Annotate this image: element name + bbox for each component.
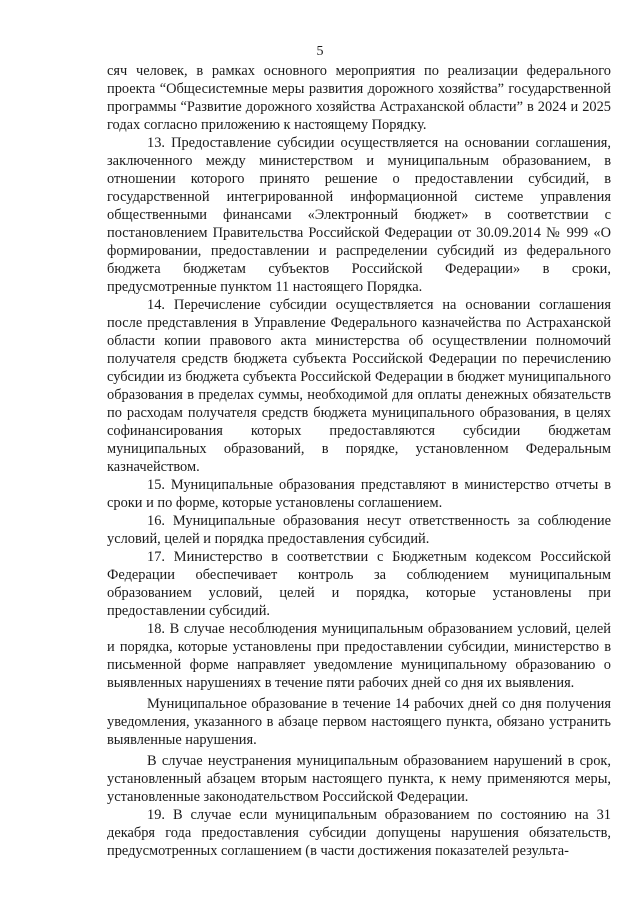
paragraph-16: 16. Муниципальные образования несут ответственность за соблюдение условий, целей и порядка предоставления субсидий.	[107, 513, 611, 547]
paragraph-18-third: В случае неустранения муниципальным образованием нарушений в срок, установленный абзацем вторым настоящего пункта, к нему применяются меры, установленные законодательством Российской Федерации.	[107, 753, 611, 805]
paragraph-15: 15. Муниципальные образования представляют в министерство отчеты в сроки и по форме, которые установлены соглашением.	[107, 477, 611, 511]
paragraph-19: 19. В случае если муниципальным образованием по состоянию на 31 декабря года предоставления субсидии допущены нарушения обязательств, предусмотренных соглашением (в части достижения показателей результа-	[107, 807, 611, 859]
paragraph-14: 14. Перечисление субсидии осуществляется на основании соглашения после представления в Управление Федерального казначейства по Астраханской области копии правового акта министерства об осуществлении полномочий получателя средств бюджета субъекта Российской Федерации по перечислению субсидии из бюджета субъекта Российской Федерации в бюджет муниципального образования в пределах суммы, необходимой для оплаты денежных обязательств по расходам получателя средств бюджета муниципального образования, в целях софинансирования которых предоставляются субсидии бюджетам муниципальных образований, в порядке, установленном Федеральным казначейством.	[107, 297, 611, 475]
paragraph-18-second: Муниципальное образование в течение 14 рабочих дней со дня получения уведомления, указанного в абзаце первом настоящего пункта, обязано устранить выявленные нарушения.	[107, 696, 611, 748]
paragraph-17: 17. Министерство в соответствии с Бюджетным кодексом Российской Федерации обеспечивает контроль за соблюдением муниципальным образованием условий, целей и порядка, которые установлены при предоставлении субсидий.	[107, 549, 611, 619]
paragraph-13: 13. Предоставление субсидии осуществляется на основании соглашения, заключенного между министерством и муниципальным образованием, в отношении которого принято решение о предоставлении субсидий, в государственной интегрированной информационной системе управления общественными финансами «Электронный бюджет» в соответствии с постановлением Правительства Российской Федерации от 30.09.2014 № 999 «О формировании, предоставлении и распределении субсидий из федерального бюджета бюджетам субъектов Российской Федерации» в сроки, предусмотренные пунктом 11 настоящего Порядка.	[107, 135, 611, 295]
document-body	[107, 62, 611, 860]
page-number: 5	[316, 44, 324, 59]
paragraph-18: 18. В случае несоблюдения муниципальным образованием условий, целей и порядка, которые установлены при предоставлении субсидии, министерство в письменной форме направляет уведомление муниципальному образованию о выявленных нарушениях в течение пяти рабочих дней со дня их выявления.	[107, 621, 611, 691]
paragraph-continuation: сяч человек, в рамках основного мероприятия по реализации федерального проекта “Общесистемные меры развития дорожного хозяйства” государственной программы “Развитие дорожного хозяйства Астраханской области” в 2024 и 2025 годах согласно приложению к настоящему Порядку.	[107, 63, 611, 133]
